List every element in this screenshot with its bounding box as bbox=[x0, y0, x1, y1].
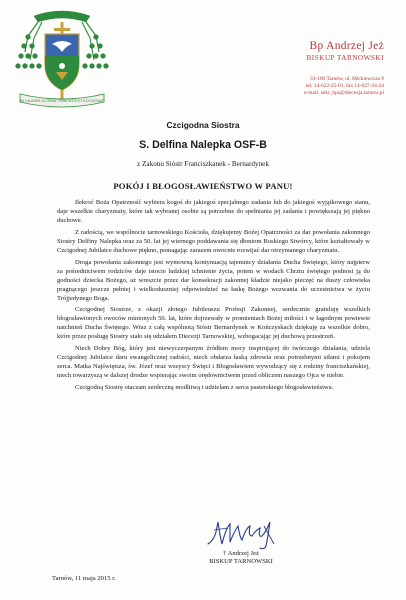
handwritten-signature bbox=[204, 514, 284, 554]
paragraph: Czcigodnej Siostrze, z okazji złotego Jubileuszu Profesji Zakonnej, serdecznie gratuluję wszelkich błogosławionych owoców minionych 50. lat, które dojrzewały w promieniach Bożej miłości i w łagodnym powiewie natchnień Ducha Świętego. Wraz z całą wspólnotą Sióstr Bernardynek w Kończyskach dziękuję za wszelkie dobro, które przez posługę Siostry stało się udziałem Diecezji Tarnowskiej, wzbogacając jej duchową przestrzeń. bbox=[57, 306, 370, 341]
signer-title: BISKUP TARNOWSKI bbox=[209, 558, 273, 566]
signature-block bbox=[197, 550, 285, 566]
address-line: 33-100 Tarnów, ul. Mickiewicza 9 bbox=[309, 76, 384, 82]
salutation: Czcigodna Siostra bbox=[166, 120, 240, 130]
paragraph: Czcigodną Siostrę otaczam serdeczną modlitwą i udzielam z serca pasterskiego błogosławieństwa. bbox=[75, 384, 334, 392]
letterhead bbox=[304, 40, 384, 98]
email-line: e-mail: sekr_bps@diecezja.tarnow.pl bbox=[304, 90, 384, 97]
letter-body bbox=[57, 199, 370, 396]
signer-name: † Andrzej Jeż bbox=[223, 550, 259, 557]
greeting-heading: POKÓJ I BŁOGOSŁAWIEŃSTWO W PANU! bbox=[113, 181, 293, 191]
motto-text: IN LAUDEM GLORIAE TRINITATIS ET ECCLESIAE bbox=[20, 99, 104, 103]
letterhead-address bbox=[304, 76, 384, 98]
bishop-role: BISKUP TARNOWSKI bbox=[306, 54, 384, 62]
recipient-congregation: z Zakonu Sióstr Franciszkanek - Bernardynek bbox=[137, 160, 269, 168]
date-line: Tarnów, 11 maja 2015 r. bbox=[52, 575, 116, 582]
paragraph: Ilekroć Boża Opatrzność wybiera kogoś do jakiegoś specjalnego zadania lub do jakiegoś wyjątkowego stanu, daje wszelkie charyzmaty, które tak wybranej osobie są potrzebne do spełniania jej zadania i powiększają jej piękno duchowe. bbox=[57, 199, 370, 224]
paragraph: Niech Dobry Bóg, który jest niewyczerpanym źródłem mocy inspirującej do twórczego działania, udziela Czcigodnej Jubilatce daru ewangelicznej radości, niech obdarza łaską zdrowia oraz potrzebnymi siłami i pokojem serca. Matka Najświętsza, św. Józef oraz wszyscy Święci i Błogosławieni wywodzący się z rodziny franciszkańskiej, niech towarzyszą w dalszej drodze wspierając swoim orędownictwem przed obliczem naszego Ojca w niebie. bbox=[57, 345, 370, 380]
bishop-name: Bp Andrzej Jeż bbox=[309, 40, 384, 52]
paragraph: Droga powołania zakonnego jest wymowną kontynuacją tajemnicy działania Ducha Świętego, który najpierw za pośrednictwem rodziców daje istocie ludzkiej tchnienie życia, potem w wodach Chrztu świętego podnosi ją do godności dziecka Bożego, aż wreszcie przez dar konsekracji zakonnej kładzie niejako pieczęć na duszy człowieka pragnącego jeszcze pełniej i wielkoduszniej odpowiedzieć na łaskę Bożego wezwania do uczestnictwa w życiu Trójjedynego Boga. bbox=[57, 258, 370, 302]
phone-line: tel. 14-622-25-01, fax 14-627-24-24 bbox=[305, 83, 384, 90]
paragraph: Z radością, we wspólnocie tarnowskiego Kościoła, dziękujemy Bożej Opatrzności za dar powołania zakonnego Siostry Delfiny Nalepka oraz za 50. lat jej wiernego poddawania się dłoniom Boskiego Stwórcy, które kształtowały w Czcigodnej Jubilatce duchowe piękno, pomagając zarazem owocnie rozwijać dar otrzymanego charyzmatu. bbox=[57, 228, 370, 254]
episcopal-coat-of-arms-icon bbox=[12, 8, 112, 116]
recipient-name: S. Delfina Nalepka OSF-B bbox=[139, 139, 267, 151]
